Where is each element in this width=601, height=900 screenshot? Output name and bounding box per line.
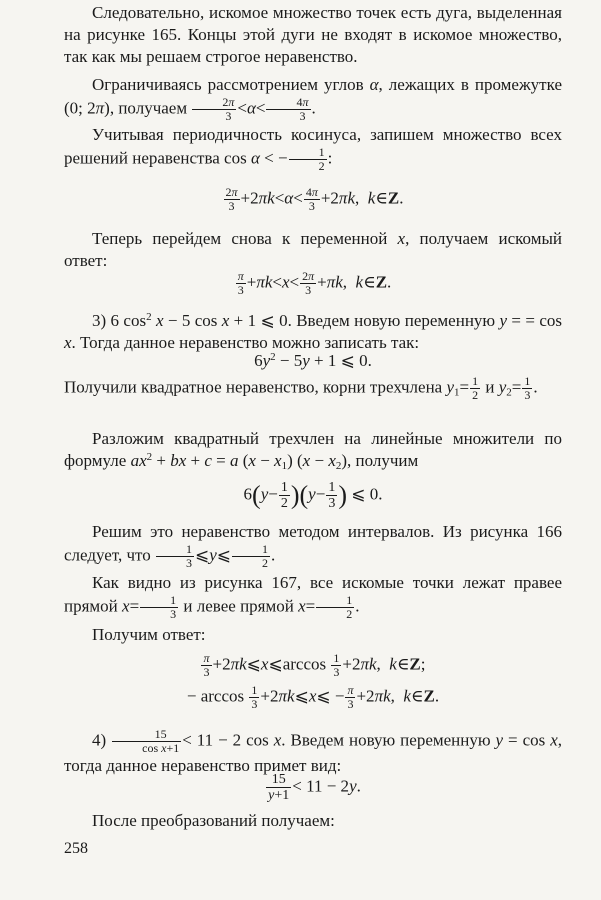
paragraph-back-to-x: Теперь перейдем снова к переменной x, получаем искомый ответ: xyxy=(64,229,563,270)
paragraph-arc-conclusion: Следовательно, искомое множество точек есть дуга, выделенная на рисунке 165. Концы этой дуги не входят в искомое множество, так как мы решаем строгое неравенство. xyxy=(64,3,562,66)
paragraph-after-transform: После преобразований получаем: xyxy=(92,811,335,830)
formula-answer-1: $\frac{\pi}{3}$ +2πk⩽x⩽arccos $\frac{1}{3}$ +2πk, k∈Z; xyxy=(203,651,426,679)
formula-factored: 6(y− $\frac{1}{2}$ )(y− $\frac{1}{3}$ ) ⩽ 0. xyxy=(243,480,383,511)
paragraph-interval-restriction: Ограничиваясь рассмотрением углов α, лежащих в промежутке (0; 2π), получаем $\frac{2\pi}{3}$ <α< $\frac{4\pi}{3}$ . xyxy=(64,75,562,123)
paragraph-roots: Получили квадратное неравенство, корни трехчлена $y_1=$ $\frac{1}{2}$ и $y_2=$ $\frac{1}{3}$ . xyxy=(64,374,538,402)
formula-answer-2: − arccos $\frac{1}{3}$ +2πk⩽x⩽ − $\frac{\pi}{3}$ +2πk, k∈Z. xyxy=(186,683,440,711)
page-number: 258 xyxy=(64,840,88,857)
formula-x-solution: $\frac{\pi}{3}$ +πk<x< $\frac{2\pi}{3}$ +πk, k∈Z. xyxy=(237,269,392,297)
formula-quadratic: $6y^2 - 5y + 1$ ⩽ 0. xyxy=(254,351,372,370)
paragraph-periodicity: Учитывая периодичность косинуса, запишем множество всех решений неравенства cos α < − $\frac{1}{2}$ : xyxy=(64,125,562,173)
paragraph-task-3: 3) 6 $\cos^2 x - 5$ cos x + 1 ⩽ 0. Введем новую переменную y = = cos x. Тогда данное неравенство можно записать так: xyxy=(64,311,562,352)
paragraph-intervals: Решим это неравенство методом интервалов. Из рисунка 166 следует, что $\frac{1}{3}$ ⩽y⩽ $\frac{1}{2}$ . xyxy=(64,522,562,570)
formula-alpha-solution: $\frac{2\pi}{3}$ +2πk<α< $\frac{4\pi}{3}$ +2πk, k∈Z. xyxy=(225,185,404,213)
paragraph-task-4: 4) $\frac{15}{\text{cos x+1}}$ < 11 − 2 cos x. Введем новую переменную y = cos x, тогда данное неравенство примет вид: xyxy=(64,727,562,775)
paragraph-answer-label: Получим ответ: xyxy=(92,625,206,644)
paragraph-figure-167: Как видно из рисунка 167, все искомые точки лежат правее прямой x= $\frac{1}{3}$ и левее прямой x= $\frac{1}{2}$ . xyxy=(64,573,562,621)
paragraph-factoring: Разложим квадратный трехчлен на линейные множители по формуле $ax^2$ + bx + c = a $(x - x_1)$ $(x - x_2)$, получим xyxy=(64,429,562,472)
formula-rational: $\frac{15}{y+1}$ < 11 − 2y. xyxy=(268,772,361,803)
